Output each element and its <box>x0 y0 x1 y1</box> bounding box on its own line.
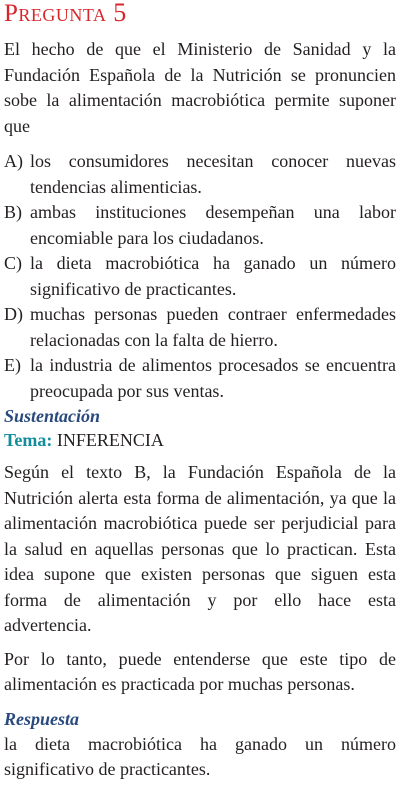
option-letter: C) <box>4 253 22 273</box>
option-text: la dieta macrobiótica ha ganado un número significativo de practicantes. <box>30 253 396 299</box>
option-text: los consumidores necesitan conocer nuevas tendencias alimenticias. <box>30 151 396 197</box>
option-letter: A) <box>4 151 23 171</box>
option-b <box>4 200 398 251</box>
sustentacion-paragraph: Según el texto B, la Fundación Española de la Nutrición alerta esta forma de alimentación, ya que la alimentación macrobiótica puede ser perjudicial para la salud en aquellas personas que lo practican. Esta idea supone que existen personas que siguen esta forma de alimentación y por ello hace esta advertencia. <box>4 462 396 635</box>
option-text: ambas instituciones desempeñan una labor encomiable para los ciudadanos. <box>30 202 396 248</box>
option-letter: B) <box>4 202 22 222</box>
tema-label: Tema: <box>4 430 53 450</box>
tema-line <box>4 428 398 452</box>
option-c <box>4 251 398 302</box>
tema-value: INFERENCIA <box>56 430 164 450</box>
question-title <box>4 0 398 27</box>
option-text: muchas personas pueden contraer enfermedades relacionadas con la falta de hierro. <box>30 304 396 350</box>
answer-options <box>4 149 398 404</box>
question-stem: El hecho de que el Ministerio de Sanidad y la Fundación Española de la Nutrición se pronuncien sobe la alimentación macrobiótica permite suponer que <box>4 39 396 136</box>
question-title-word: Pregunta <box>4 0 107 27</box>
option-d <box>4 302 398 353</box>
respuesta-text: la dieta macrobiótica ha ganado un número significativo de practicantes. <box>4 733 396 779</box>
sustentacion-heading: Sustentación <box>4 406 101 426</box>
respuesta-heading: Respuesta <box>4 708 80 729</box>
option-e <box>4 353 398 404</box>
option-letter: E) <box>4 355 21 375</box>
question-number: 5 <box>113 0 127 27</box>
option-letter: D) <box>4 304 23 324</box>
sustentacion-paragraph: Por lo tanto, puede entenderse que este tipo de alimentación es practicada por muchas personas. <box>4 648 396 694</box>
option-a <box>4 149 398 200</box>
option-text: la industria de alimentos procesados se encuentra preocupada por sus ventas. <box>30 355 396 401</box>
